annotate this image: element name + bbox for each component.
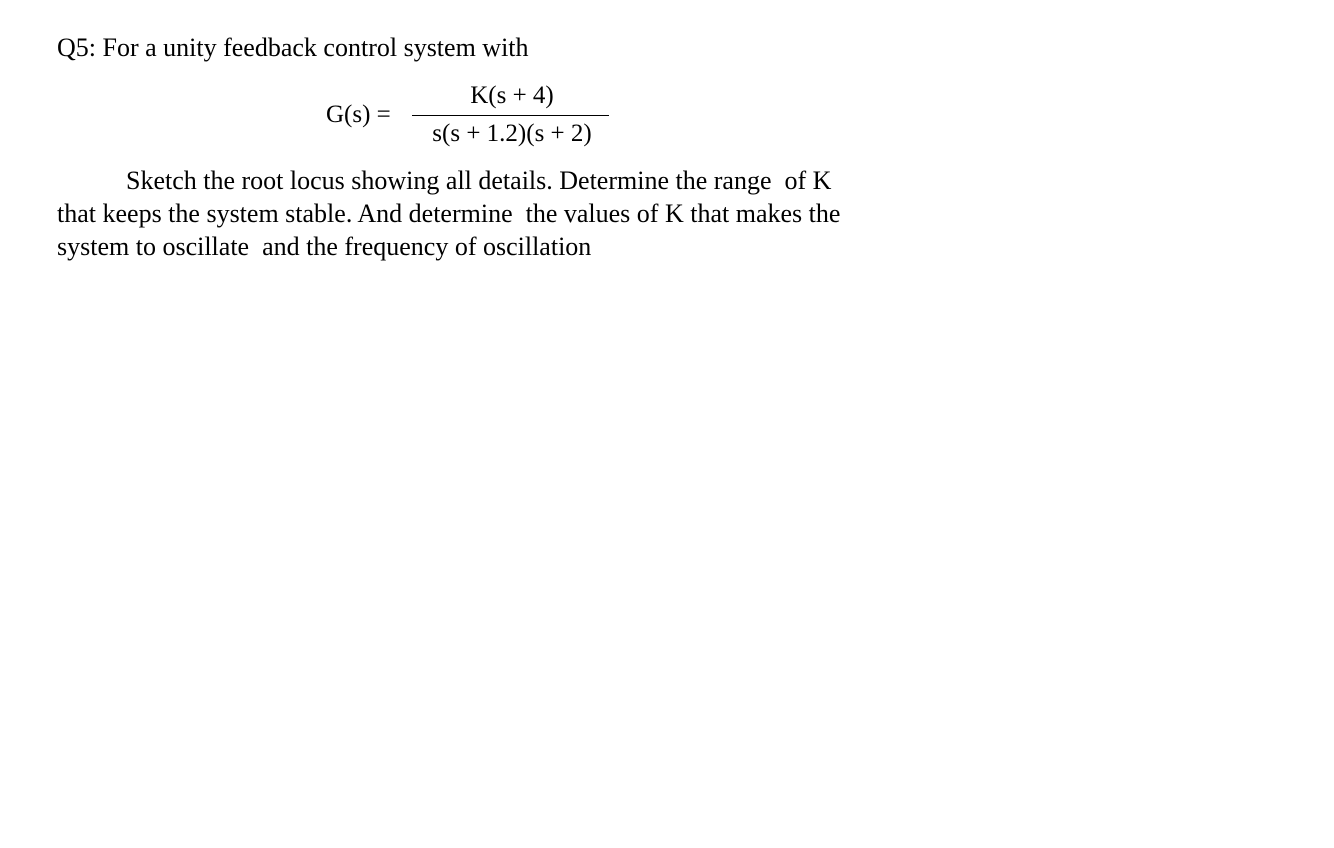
fraction-bar <box>412 115 609 116</box>
question-body <box>57 164 877 263</box>
body-line: that keeps the system stable. And determine the values of K that makes the <box>57 199 841 228</box>
equation-lhs: G(s) = <box>326 101 391 128</box>
body-line: Sketch the root locus showing all details. Determine the range of K <box>126 166 832 195</box>
body-line: system to oscillate and the frequency of oscillation <box>57 232 592 261</box>
question-heading: Q5: For a unity feedback control system with <box>57 33 529 62</box>
equation-denominator: s(s + 1.2)(s + 2) <box>432 120 592 147</box>
equation-fraction <box>412 80 612 152</box>
equation-numerator: K(s + 4) <box>470 82 554 109</box>
transfer-function-equation <box>326 80 626 152</box>
